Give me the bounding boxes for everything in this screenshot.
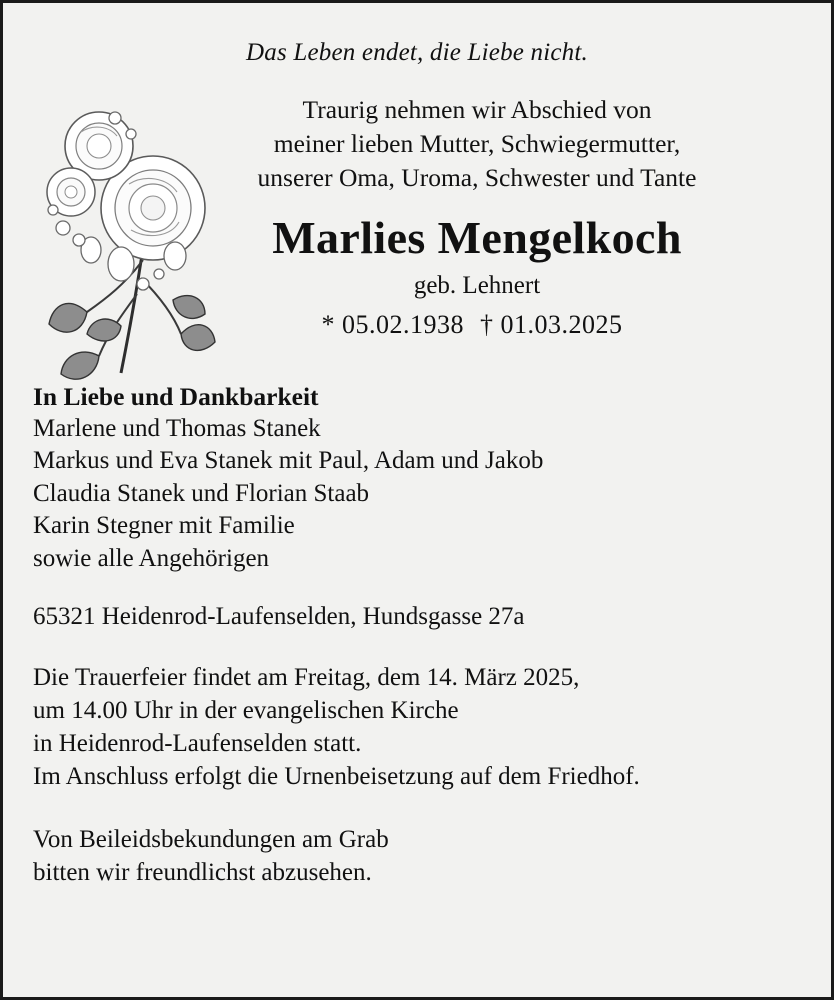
motto-text: Das Leben endet, die Liebe nicht. (246, 39, 588, 66)
mourners-heading: In Liebe und Dankbarkeit (33, 381, 319, 411)
intro-line: Traurig nehmen wir Abschied von (302, 95, 652, 124)
mourner-line: Markus und Eva Stanek mit Paul, Adam und Jakob (33, 447, 544, 475)
mourners-block (33, 380, 801, 576)
deceased-name: Marlies Mengelkoch (272, 211, 682, 263)
intro-line: unserer Oma, Uroma, Schwester und Tante (257, 162, 697, 192)
birth-date: * 05.02.1938 (321, 309, 464, 339)
ceremony-line: in Heidenrod-Laufenselden statt. (33, 730, 362, 758)
intro-line: meiner lieben Mutter, Schwiegermutter, (273, 128, 681, 158)
mourner-line: Claudia Stanek und Florian Staab (33, 479, 370, 507)
ceremony-block (33, 661, 801, 793)
mourner-line: Marlene und Thomas Stanek (33, 414, 321, 442)
mourner-line: Karin Stegner mit Familie (33, 512, 295, 540)
ceremony-line: um 14.00 Uhr in der evangelischen Kirche (33, 697, 459, 725)
ceremony-line: Die Trauerfeier findet am Freitag, dem 14. März 2025, (33, 664, 580, 692)
maiden-name: geb. Lehnert (413, 271, 541, 299)
ceremony-line: Im Anschluss erfolgt die Urnenbeisetzung auf dem Friedhof. (33, 763, 640, 791)
white-rose-bouquet-icon (25, 88, 230, 388)
death-date: † 01.03.2025 (480, 309, 623, 339)
address-text: 65321 Heidenrod-Laufenselden, Hundsgasse 27a (33, 603, 525, 631)
closing-line: bitten wir freundlichst abzusehen. (33, 859, 372, 887)
mourner-line: sowie alle Angehörigen (33, 544, 270, 572)
closing-block (33, 823, 801, 889)
closing-line: Von Beileidsbekundungen am Grab (33, 826, 389, 854)
